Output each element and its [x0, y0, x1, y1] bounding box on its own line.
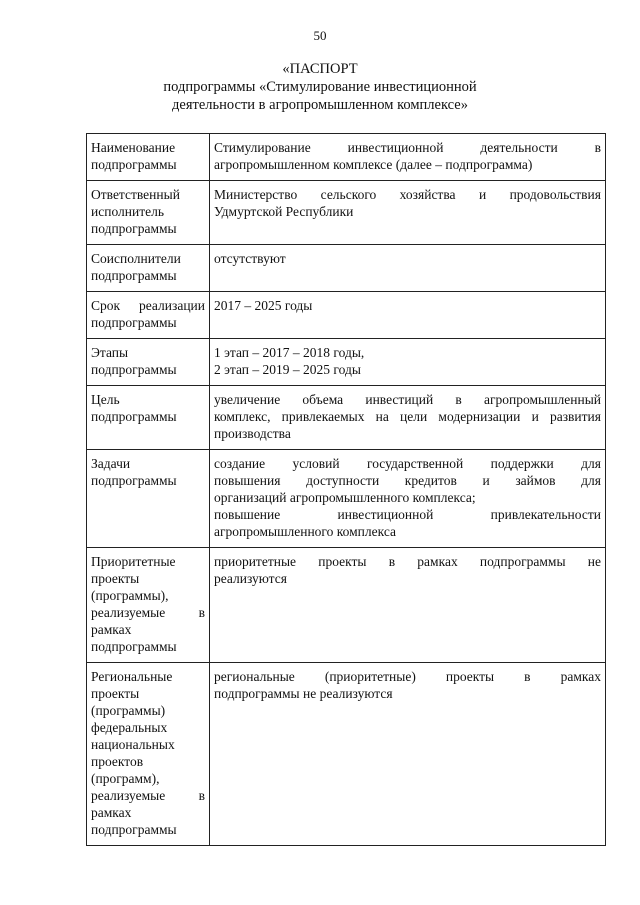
passport-table-body	[87, 134, 606, 846]
row-value-line: 2 этап – 2019 – 2025 годы	[214, 362, 361, 377]
row-value-line: увеличение объема инвестиций в агропромышленный	[214, 392, 601, 407]
row-label-line: (программ),	[91, 771, 160, 786]
row-value-line: создание условий государственной поддержки для	[214, 456, 601, 471]
row-label	[87, 339, 210, 386]
row-label-line: Срок реализации	[91, 298, 205, 313]
table-row	[87, 450, 606, 548]
row-label	[87, 181, 210, 245]
row-value	[210, 292, 606, 339]
row-value-line: Стимулирование инвестиционной деятельности в	[214, 140, 601, 155]
page-number: 50	[313, 28, 327, 43]
row-value-line: агропромышленном комплексе (далее – подпрограмма)	[214, 157, 533, 172]
row-label-line: Соисполнители	[91, 251, 181, 266]
row-label-line: Задачи	[91, 456, 131, 471]
row-label-line: рамках	[91, 805, 132, 820]
row-label-line: Этапы	[91, 345, 129, 360]
table-row	[87, 245, 606, 292]
row-value-line: отсутствуют	[214, 251, 286, 266]
row-value-line: подпрограммы не реализуются	[214, 686, 393, 701]
table-row	[87, 663, 606, 846]
table-row	[87, 548, 606, 663]
row-label-line: Наименование	[91, 140, 176, 155]
title-line-3: деятельности в агропромышленном комплексе»	[172, 97, 468, 113]
row-label-line: Ответственный	[91, 187, 180, 202]
row-label-line: подпрограммы	[91, 157, 177, 172]
row-value	[210, 548, 606, 663]
row-label-line: подпрограммы	[91, 221, 177, 236]
row-value-line: комплекс, привлекаемых на цели модернизации и развития	[214, 409, 601, 424]
row-label-line: подпрограммы	[91, 362, 177, 377]
row-label	[87, 386, 210, 450]
title-line-1: «ПАСПОРТ	[282, 61, 358, 77]
row-label-line: рамках	[91, 622, 132, 637]
row-label-line: реализуемые в	[91, 788, 205, 803]
row-label	[87, 548, 210, 663]
row-value	[210, 339, 606, 386]
row-label-line: (программы),	[91, 588, 169, 603]
row-label-line: подпрограммы	[91, 473, 177, 488]
row-value-line: производства	[214, 426, 291, 441]
row-value-line: 2017 – 2025 годы	[214, 298, 313, 313]
row-label-line: проекты	[91, 686, 140, 701]
row-label	[87, 134, 210, 181]
table-row	[87, 386, 606, 450]
row-label-line: реализуемые в	[91, 605, 205, 620]
row-label-line: подпрограммы	[91, 822, 177, 837]
row-value-line: агропромышленного комплекса	[214, 524, 396, 539]
table-row	[87, 181, 606, 245]
row-label	[87, 245, 210, 292]
row-value-line: приоритетные проекты в рамках подпрограммы не	[214, 554, 601, 569]
row-label-line: федеральных	[91, 720, 168, 735]
row-label-line: подпрограммы	[91, 409, 177, 424]
row-value	[210, 245, 606, 292]
row-value-line: повышения доступности кредитов и займов для	[214, 473, 601, 488]
row-value-line: Удмуртской Республики	[214, 204, 354, 219]
row-label-line: проектов	[91, 754, 144, 769]
row-label-line: подпрограммы	[91, 315, 177, 330]
row-label-line: Региональные	[91, 669, 173, 684]
title-line-2: подпрограммы «Стимулирование инвестиционной	[163, 79, 477, 95]
row-label	[87, 292, 210, 339]
table-row	[87, 339, 606, 386]
row-label-line: Цель	[91, 392, 120, 407]
row-label-line: национальных	[91, 737, 175, 752]
row-label-line: Приоритетные	[91, 554, 176, 569]
row-label-line: проекты	[91, 571, 140, 586]
row-value-line: Министерство сельского хозяйства и продовольствия	[214, 187, 601, 202]
row-value	[210, 134, 606, 181]
row-value-line: организаций агропромышленного комплекса;	[214, 490, 476, 505]
row-label-line: подпрограммы	[91, 639, 177, 654]
row-label-line: подпрограммы	[91, 268, 177, 283]
row-value	[210, 181, 606, 245]
row-label-line: (программы)	[91, 703, 166, 718]
row-value	[210, 386, 606, 450]
row-label-line: исполнитель	[91, 204, 164, 219]
row-value	[210, 450, 606, 548]
row-value-line: реализуются	[214, 571, 287, 586]
document-title	[0, 60, 640, 114]
passport-table	[86, 133, 606, 846]
row-value-line: повышение инвестиционной привлекательности	[214, 507, 601, 522]
row-value	[210, 663, 606, 846]
table-row	[87, 292, 606, 339]
row-label	[87, 663, 210, 846]
row-label	[87, 450, 210, 548]
row-value-line: 1 этап – 2017 – 2018 годы,	[214, 345, 365, 360]
table-row	[87, 134, 606, 181]
row-value-line: региональные (приоритетные) проекты в рамках	[214, 669, 601, 684]
